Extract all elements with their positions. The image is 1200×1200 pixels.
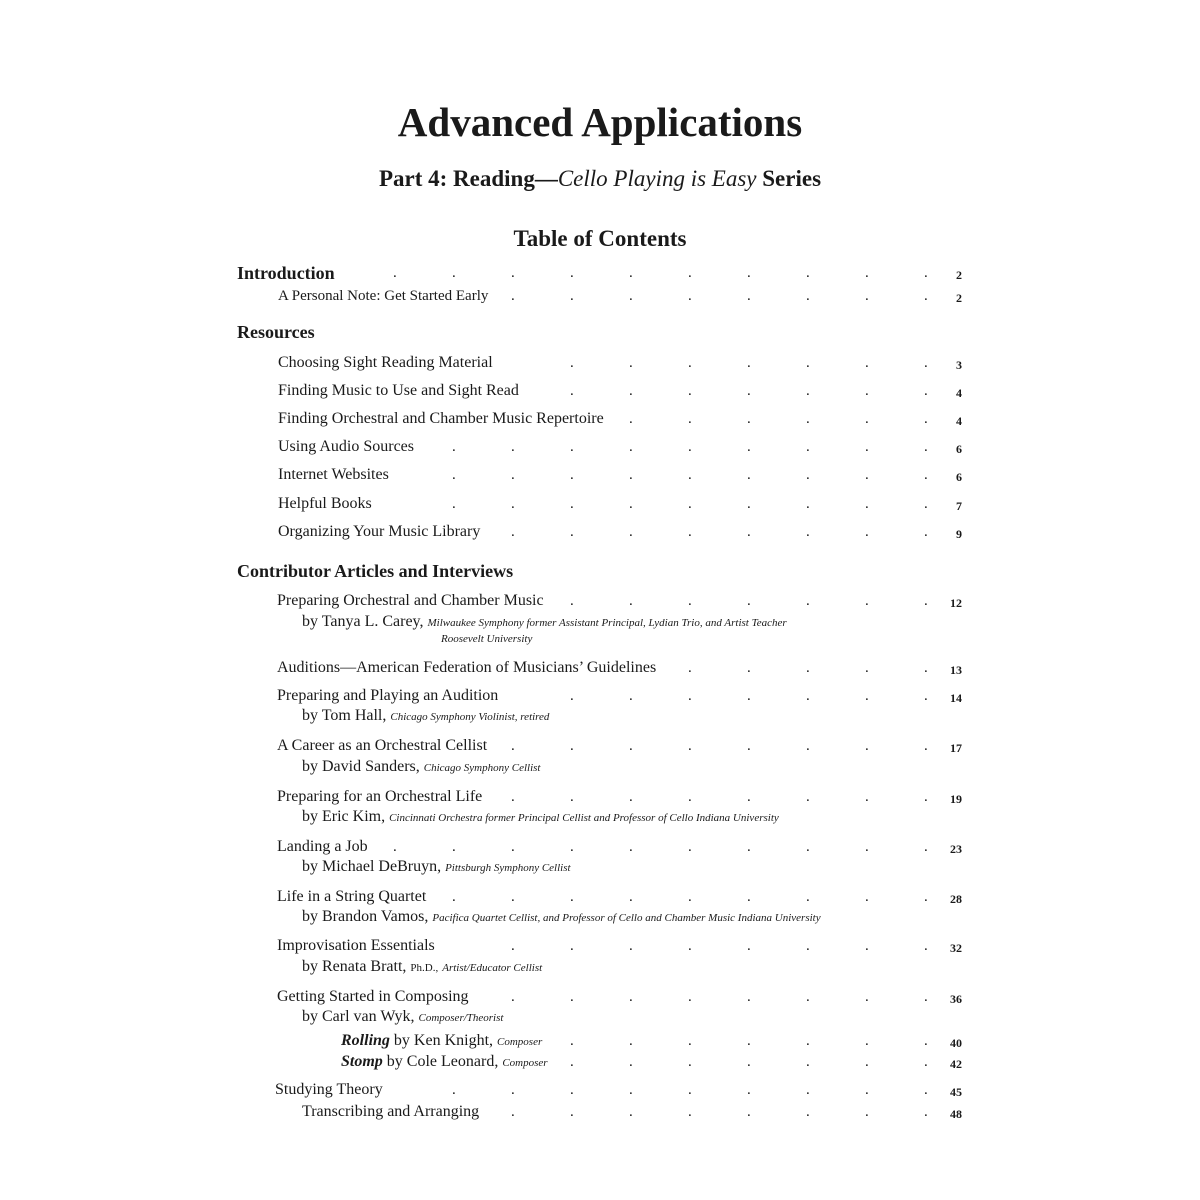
leader-dots: . . . . . . . . .: [452, 889, 928, 905]
article-entry: [0, 786, 1200, 808]
page-number: 42: [950, 1057, 962, 1071]
byline-author: by Renata Bratt,: [302, 958, 407, 975]
toc-entry: [0, 436, 1200, 458]
toc-entry: [0, 408, 1200, 430]
leader-dots: . . . . . . .: [570, 383, 928, 399]
toc-entry-label: A Career as an Orchestral Cellist: [277, 737, 488, 754]
page-number: 2: [956, 291, 962, 305]
leader-dots: . . . . . . . .: [511, 524, 928, 540]
byline-credentials: Cincinnati Orchestra former Principal Cellist and Professor of Cello Indiana University: [389, 812, 779, 824]
article-entry: [0, 590, 1200, 612]
page-number: 19: [950, 792, 962, 806]
byline-credentials-cont: Roosevelt University: [441, 633, 533, 645]
toc-entry: [0, 285, 1200, 307]
article-byline: [302, 1007, 503, 1028]
composition-credit: Composer: [502, 1057, 548, 1069]
page-number: 48: [950, 1107, 962, 1121]
toc-entry-label: Auditions—American Federation of Musicians’ Guidelines: [277, 659, 657, 676]
article-entry: [0, 657, 1200, 679]
byline-credentials: Chicago Symphony Cellist: [423, 762, 541, 774]
toc-entry-label: Using Audio Sources: [278, 438, 414, 455]
byline-degree: Ph.D.,: [410, 962, 439, 974]
series-prefix: Part 4: Reading—: [378, 166, 558, 191]
page-number: 6: [956, 470, 962, 484]
page-number: 23: [950, 842, 962, 856]
composition-title: Stomp: [341, 1053, 383, 1070]
leader-dots: . . . . . . . .: [511, 288, 928, 304]
byline-author: by Carl van Wyk,: [302, 1008, 415, 1025]
toc-entry-label: Finding Music to Use and Sight Read: [278, 382, 519, 399]
toc-entry-label: Internet Websites: [278, 466, 389, 483]
leader-dots: . . . . . . . . . .: [393, 839, 928, 855]
article-byline: [302, 807, 779, 828]
series-italic: Cello Playing is Easy: [557, 166, 757, 191]
section-introduction: [0, 262, 1200, 284]
page-number: 12: [950, 596, 962, 610]
section-heading: Introduction: [237, 263, 335, 283]
leader-dots: . . . . . . . . .: [452, 496, 928, 512]
byline-credentials: Pacifica Quartet Cellist, and Professor of Cello and Chamber Music Indiana University: [432, 912, 821, 924]
leader-dots: . . . . . . .: [570, 688, 928, 704]
byline-credentials: Artist/Educator Cellist: [442, 962, 543, 974]
article-entry: [0, 836, 1200, 858]
byline-author: by Brandon Vamos,: [302, 908, 429, 925]
page-number: 13: [950, 663, 962, 677]
page-number: 4: [956, 414, 962, 428]
toc-entry-label: Improvisation Essentials: [277, 937, 435, 954]
byline-credentials: Chicago Symphony Violinist, retired: [390, 711, 550, 723]
toc-entry: [0, 352, 1200, 374]
byline-author: by Eric Kim,: [302, 808, 386, 825]
toc-entry-label: Life in a String Quartet: [277, 888, 427, 905]
article-entry: [0, 1079, 1200, 1101]
article-entry: [0, 886, 1200, 908]
byline-credentials: Composer/Theorist: [418, 1012, 504, 1024]
article-byline: [302, 857, 571, 878]
article-byline: [302, 706, 549, 727]
page-number: 14: [950, 691, 962, 705]
section-contributors: Contributor Articles and Interviews: [237, 561, 514, 581]
leader-dots: . . . . . . .: [570, 355, 928, 371]
toc-entry-label: Preparing and Playing an Audition: [277, 687, 499, 704]
byline-author: by Tom Hall,: [302, 707, 387, 724]
page-number: 2: [956, 268, 962, 282]
toc-entry-label: Helpful Books: [278, 495, 372, 512]
byline-credentials: Pittsburgh Symphony Cellist: [445, 862, 571, 874]
toc-entry-label: Choosing Sight Reading Material: [278, 354, 493, 371]
page-number: 3: [956, 358, 962, 372]
byline-credentials: Milwaukee Symphony former Assistant Principal, Lydian Trio, and Artist Teacher: [427, 617, 787, 629]
byline-author: by Michael DeBruyn,: [302, 858, 442, 875]
page-title: Advanced Applications: [397, 99, 803, 145]
composition-entry: [0, 1030, 1200, 1052]
leader-dots: . . . . . . . . .: [452, 467, 928, 483]
toc-entry: [0, 464, 1200, 486]
toc-entry: [0, 493, 1200, 515]
toc-entry-label: Studying Theory: [275, 1081, 383, 1098]
toc-entry-label: Finding Orchestral and Chamber Music Repertoire: [278, 410, 604, 427]
article-byline: [302, 907, 821, 928]
leader-dots: . . . . . . . . . .: [393, 265, 928, 281]
toc-entry-label: Organizing Your Music Library: [278, 523, 481, 540]
page-number: 6: [956, 442, 962, 456]
toc-entry-label: Getting Started in Composing: [277, 988, 469, 1005]
article-entry: [0, 986, 1200, 1008]
page-number: 45: [950, 1085, 962, 1099]
article-entry: [0, 735, 1200, 757]
article-entry: [0, 935, 1200, 957]
leader-dots: . . . . . . . .: [511, 738, 928, 754]
toc-entry-label: A Personal Note: Get Started Early: [278, 288, 489, 304]
leader-dots: . . . . . . . .: [511, 1104, 928, 1120]
composition-credit: Composer: [497, 1036, 543, 1048]
toc-entry: [0, 380, 1200, 402]
composition-author: by Cole Leonard,: [382, 1053, 499, 1070]
leader-dots: . . . . . . . .: [511, 938, 928, 954]
leader-dots: . . . . . . .: [570, 1054, 928, 1070]
page-number: 17: [950, 741, 962, 755]
series-suffix: Series: [756, 166, 822, 191]
article-byline: [302, 757, 540, 778]
composition-title: Rolling: [341, 1032, 390, 1049]
toc-entry-label: Landing a Job: [277, 838, 368, 855]
leader-dots: . . . . . . .: [570, 1033, 928, 1049]
page-number: 40: [950, 1036, 962, 1050]
toc-entry: [0, 521, 1200, 543]
page-number: 36: [950, 992, 962, 1006]
composition-entry: [0, 1051, 1200, 1073]
page-number: 9: [956, 527, 962, 541]
byline-author: by Tanya L. Carey,: [302, 613, 424, 630]
toc-heading: Table of Contents: [513, 226, 687, 251]
leader-dots: . . . . . . .: [570, 593, 928, 609]
page-number: 7: [956, 499, 962, 513]
leader-dots: . . . . . . . .: [511, 789, 928, 805]
composition-author: by Ken Knight,: [389, 1032, 494, 1049]
article-byline: [302, 957, 542, 978]
leader-dots: . . . . . . . . .: [452, 439, 928, 455]
byline-author: by David Sanders,: [302, 758, 420, 775]
leader-dots: . . . . . . . . .: [452, 1082, 928, 1098]
page-number: 28: [950, 892, 962, 906]
article-entry: [0, 685, 1200, 707]
page-number: 32: [950, 941, 962, 955]
section-resources: Resources: [237, 322, 315, 342]
article-byline: [302, 612, 787, 633]
toc-entry-label: Preparing Orchestral and Chamber Music: [277, 592, 544, 609]
page-number: 4: [956, 386, 962, 400]
article-entry: [0, 1101, 1200, 1123]
toc-entry-label: Preparing for an Orchestral Life: [277, 788, 483, 805]
toc-entry-label: Transcribing and Arranging: [302, 1103, 480, 1120]
leader-dots: . . . . . .: [629, 411, 928, 427]
leader-dots: . . . . .: [688, 660, 928, 676]
leader-dots: . . . . . . . .: [511, 989, 928, 1005]
